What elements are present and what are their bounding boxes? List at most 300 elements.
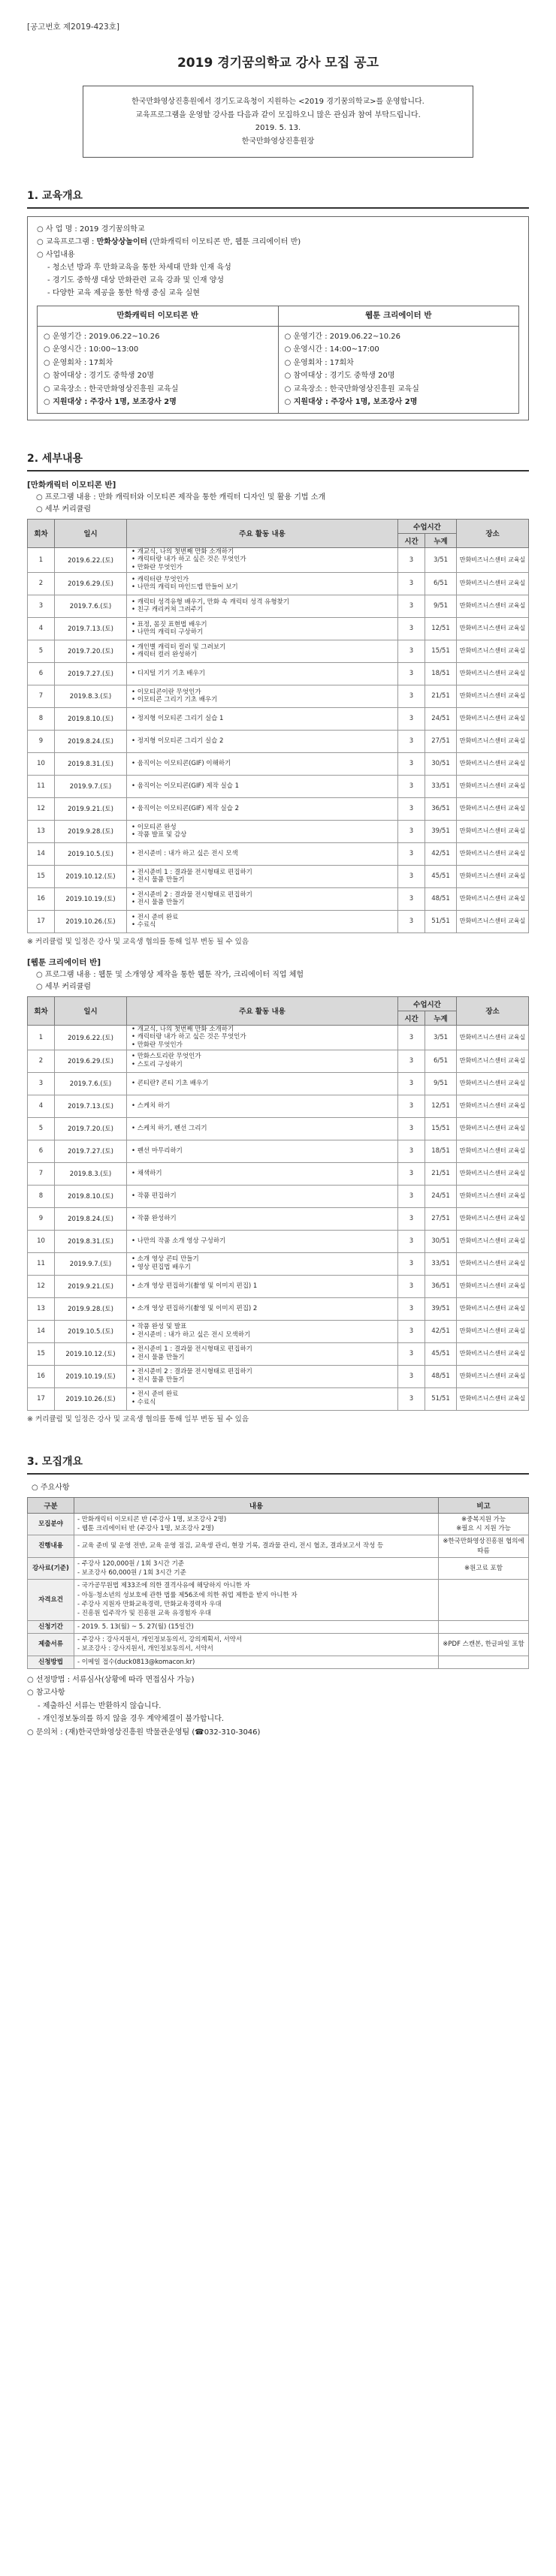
class-info-column: [278, 306, 519, 413]
content-item: - 다양한 교육 제공을 통한 학생 중심 교육 실현: [47, 289, 200, 297]
recruit-content-line: - 주강사 : 강사지원서, 개인정보동의서, 강의계획서, 서약서: [77, 1636, 243, 1644]
table-row: [28, 730, 529, 752]
session-number: 9: [28, 730, 55, 752]
session-date: 2019.8.10.(토): [55, 1185, 127, 1207]
table-row: [28, 685, 529, 707]
recruit-content-line: - 주강사 지원자 만화교육경력, 만화교육경력자 우대: [77, 1601, 222, 1609]
session-number: 7: [28, 685, 55, 707]
session-number: 13: [28, 820, 55, 842]
session-hours: 3: [398, 865, 425, 887]
session-hours: 3: [398, 1072, 425, 1095]
session-number: 14: [28, 842, 55, 865]
session-place: 만화비즈니스센터 교육실: [457, 547, 529, 572]
session-date: 2019.6.22.(토): [55, 547, 127, 572]
activity-line: • 친구 캐리커쳐 그려주기: [131, 606, 204, 614]
col-header: 수업시간: [398, 519, 457, 533]
session-number: 1: [28, 1025, 55, 1050]
activity-line: • 캐릭터랑 내가 하고 싶은 것은 무엇인가: [131, 556, 246, 564]
session-hours: 3: [398, 617, 425, 640]
session-number: 12: [28, 1275, 55, 1297]
table-row: [28, 572, 529, 595]
activity-line: • 소개 영상 콘티 만들기: [131, 1255, 199, 1264]
activity-line: • 전시준비 2 : 결과물 전시형태로 편집하기: [131, 1368, 252, 1376]
session-place: 만화비즈니스센터 교육실: [457, 730, 529, 752]
recruit-content: [74, 1656, 439, 1668]
program-name: 만화상상놀이터: [96, 238, 148, 246]
session-place: 만화비즈니스센터 교육실: [457, 1230, 529, 1252]
class-name: 만화캐릭터 이모티콘 반: [38, 306, 278, 327]
table-row: [28, 1207, 529, 1230]
session-activity: [127, 617, 398, 640]
session-date: 2019.8.24.(토): [55, 1207, 127, 1230]
col-header: 시간: [398, 1011, 425, 1025]
intro-org: 한국만화영상진흥원장: [241, 137, 315, 146]
recruit-content: [74, 1620, 439, 1633]
table-row: [28, 752, 529, 775]
table-row: [28, 547, 529, 572]
session-date: 2019.10.26.(토): [55, 910, 127, 932]
table-row: [28, 1162, 529, 1185]
program-rest: (만화캐릭터 이모티콘 반, 웹툰 크리에이터 반): [147, 238, 301, 246]
activity-line: • 스케치 하기: [131, 1101, 171, 1110]
session-number: 16: [28, 887, 55, 910]
activity-line: • 작품 완성하기: [131, 1214, 177, 1222]
col-header: 회차: [28, 996, 55, 1025]
session-total: 51/51: [425, 1387, 457, 1410]
session-hours: 3: [398, 640, 425, 662]
session-total: 9/51: [425, 1072, 457, 1095]
section-heading: 2. 세부내용: [27, 452, 83, 465]
class-info-line: ○ 교육장소 : 한국만화영상진흥원 교육실: [44, 384, 179, 393]
activity-line: • 움직이는 이모티콘(GIF) 제작 실습 2: [131, 804, 240, 812]
class-info-line: ○ 교육장소 : 한국만화영상진흥원 교육실: [284, 384, 419, 393]
table-row: [28, 662, 529, 685]
activity-line: • 이모티콘 완성: [131, 823, 177, 831]
session-hours: 3: [398, 910, 425, 932]
section-divider: [27, 470, 529, 472]
recruit-content-line: - 교육 준비 및 운영 전반, 교육 운영 점검, 교육생 관리, 현장 기록, 결과물 관리, 전시 협조, 결과보고서 작성 등: [77, 1542, 384, 1550]
class-support-line: ○ 지원대상 : 주강사 1명, 보조강사 2명: [284, 398, 418, 407]
session-place: 만화비즈니스센터 교육실: [457, 1162, 529, 1185]
class-block-desc: ○ 프로그램 내용 : 만화 캐릭터와 이모티콘 제작을 통한 캐릭터 디자인 및 활용 기법 소개: [36, 493, 326, 502]
class-name: 웹툰 크리에이터 반: [279, 306, 519, 327]
session-activity: [127, 1072, 398, 1095]
session-hours: 3: [398, 547, 425, 572]
activity-line: • 나만의 캐릭터 마인드맵 만들어 보기: [131, 583, 238, 592]
session-place: 만화비즈니스센터 교육실: [457, 1095, 529, 1117]
activity-line: • 펜선 마무리하기: [131, 1146, 183, 1155]
recruit-body: [28, 1513, 529, 1668]
session-activity: [127, 887, 398, 910]
session-date: 2019.10.5.(토): [55, 842, 127, 865]
session-date: 2019.10.12.(토): [55, 1342, 127, 1365]
session-hours: 3: [398, 1050, 425, 1072]
table-row: [28, 1620, 529, 1633]
activity-line: • 이모티콘이란 무엇인가: [131, 688, 201, 696]
session-activity: [127, 1117, 398, 1140]
col-header: 일시: [55, 996, 127, 1025]
activity-line: • 이모티콘 그리기 기초 배우기: [131, 696, 218, 704]
session-total: 30/51: [425, 752, 457, 775]
activity-line: • 움직이는 이모티콘(GIF) 제작 실습 1: [131, 782, 240, 790]
activity-line: • 만화란 무엇인가: [131, 1041, 183, 1049]
session-activity: [127, 1320, 398, 1342]
table-row: [28, 820, 529, 842]
intro-line: 한국만화영상진흥원에서 경기도교육청이 지원하는 <2019 경기꿈의학교>를 운영합니다.: [131, 98, 425, 106]
session-number: 4: [28, 1095, 55, 1117]
activity-line: • 소개 영상 편집하기(촬영 및 이미지 편집) 2: [131, 1304, 258, 1312]
class-block-title: [만화캐릭터 이모티콘 반]: [27, 480, 116, 490]
session-activity: [127, 1297, 398, 1320]
session-number: 15: [28, 1342, 55, 1365]
table-row: [28, 797, 529, 820]
table-row: [28, 910, 529, 932]
activity-line: • 캐릭터랑 내가 하고 싶은 것은 무엇인가: [131, 1033, 246, 1041]
recruit-content-line: - 진흥원 입주작가 및 진흥원 교육 유경험자 우대: [77, 1610, 211, 1618]
activity-line: • 캐릭터 성격유형 배우기, 만화 속 캐릭터 성격 유형찾기: [131, 598, 289, 606]
session-place: 만화비즈니스센터 교육실: [457, 1140, 529, 1162]
session-date: 2019.7.27.(토): [55, 1140, 127, 1162]
session-place: 만화비즈니스센터 교육실: [457, 842, 529, 865]
session-hours: 3: [398, 1230, 425, 1252]
table-row: [28, 1185, 529, 1207]
session-date: 2019.9.28.(토): [55, 1297, 127, 1320]
schedule-table: [27, 996, 529, 1411]
class-info-line: ○ 운영기간 : 2019.06.22~10.26: [284, 332, 401, 341]
session-date: 2019.10.19.(토): [55, 1365, 127, 1387]
session-total: 12/51: [425, 617, 457, 640]
session-number: 10: [28, 752, 55, 775]
announcement-number: [공고번호 제2019-423호]: [27, 23, 119, 32]
session-date: 2019.9.21.(토): [55, 1275, 127, 1297]
session-date: 2019.6.29.(토): [55, 1050, 127, 1072]
session-activity: [127, 547, 398, 572]
recruit-category: 제출서류: [28, 1634, 74, 1656]
session-total: 27/51: [425, 1207, 457, 1230]
activity-line: • 캐릭터란 무엇인가: [131, 575, 189, 583]
activity-line: • 소개 영상 편집하기(촬영 및 이미지 편집) 1: [131, 1282, 258, 1290]
table-row: [28, 1656, 529, 1668]
col-header: 비고: [439, 1497, 529, 1513]
session-activity: [127, 1025, 398, 1050]
session-date: 2019.10.26.(토): [55, 1387, 127, 1410]
session-place: 만화비즈니스센터 교육실: [457, 1117, 529, 1140]
session-activity: [127, 1185, 398, 1207]
session-total: 18/51: [425, 1140, 457, 1162]
intro-date: 2019. 5. 13.: [255, 124, 301, 132]
class-info-line: ○ 운영기간 : 2019.06.22~10.26: [44, 332, 160, 341]
activity-line: • 전시준비 1 : 결과물 전시형태로 편집하기: [131, 868, 252, 876]
session-activity: [127, 910, 398, 932]
recruit-category: 모집분야: [28, 1513, 74, 1535]
session-place: 만화비즈니스센터 교육실: [457, 1387, 529, 1410]
col-header: 일시: [55, 519, 127, 547]
session-place: 만화비즈니스센터 교육실: [457, 910, 529, 932]
table-row: [28, 842, 529, 865]
table-row: [28, 1580, 529, 1620]
session-activity: [127, 572, 398, 595]
session-number: 15: [28, 865, 55, 887]
session-activity: [127, 1140, 398, 1162]
activity-line: • 전시준비 : 내가 하고 싶은 전시 모색하기: [131, 1331, 251, 1339]
recruit-content: [74, 1557, 439, 1580]
activity-line: • 스케치 하기, 펜선 그리기: [131, 1124, 207, 1132]
table-row: [28, 1513, 529, 1535]
activity-line: • 전시준비 1 : 결과물 전시형태로 편집하기: [131, 1345, 252, 1354]
recruit-content: [74, 1513, 439, 1535]
activity-line: • 작품 완성 및 발표: [131, 1323, 187, 1331]
activity-line: • 개교식, 나의 첫번째 만화 소개하기: [131, 547, 234, 556]
activity-line: • 만화란 무엇인가: [131, 564, 183, 572]
recruit-remark: [439, 1656, 529, 1668]
recruit-content-line: - 만화캐릭터 이모티콘 반 (주강사 1명, 보조강사 2명): [77, 1515, 227, 1523]
contact-line: ○ 문의처 : (재)한국만화영상진흥원 박물관운영팀 (☎032-310-3046): [27, 1728, 261, 1737]
session-activity: [127, 1342, 398, 1365]
session-place: 만화비즈니스센터 교육실: [457, 1275, 529, 1297]
session-total: 3/51: [425, 1025, 457, 1050]
recruit-category: 신청방법: [28, 1656, 74, 1668]
table-row: [28, 1557, 529, 1580]
session-date: 2019.7.6.(토): [55, 595, 127, 617]
session-date: 2019.9.28.(토): [55, 820, 127, 842]
col-header: 누계: [425, 1011, 457, 1025]
class-info-body: [279, 327, 519, 413]
recruit-content-line: - 웹툰 크리에이터 반 (주강사 1명, 보조강사 2명): [77, 1524, 214, 1532]
section-divider: [27, 1473, 529, 1475]
recruit-category: 신청기간: [28, 1620, 74, 1633]
session-activity: [127, 865, 398, 887]
content-title: ○ 사업내용: [37, 251, 75, 259]
activity-line: • 전시 물품 만들기: [131, 876, 185, 884]
session-place: 만화비즈니스센터 교육실: [457, 662, 529, 685]
session-hours: 3: [398, 797, 425, 820]
recruit-remark: [439, 1620, 529, 1633]
table-row: [28, 1535, 529, 1558]
session-total: 42/51: [425, 1320, 457, 1342]
session-hours: 3: [398, 1252, 425, 1275]
activity-line: • 채색하기: [131, 1169, 162, 1177]
session-activity: [127, 842, 398, 865]
session-total: 51/51: [425, 910, 457, 932]
session-total: 39/51: [425, 1297, 457, 1320]
class-info-line: ○ 운영시간 : 10:00~13:00: [44, 345, 139, 354]
table-row: [28, 1050, 529, 1072]
session-place: 만화비즈니스센터 교육실: [457, 1342, 529, 1365]
program-prefix: ○ 교육프로그램 :: [37, 238, 97, 246]
col-header: 누계: [425, 533, 457, 547]
session-number: 8: [28, 707, 55, 730]
class-info-body: [38, 327, 278, 413]
session-total: 36/51: [425, 1275, 457, 1297]
activity-line: • 전시 물품 만들기: [131, 1376, 185, 1384]
session-place: 만화비즈니스센터 교육실: [457, 887, 529, 910]
session-total: 18/51: [425, 662, 457, 685]
recruit-content-line: - 주강사 120,000원 / 1회 3시간 기준: [77, 1559, 185, 1568]
col-header: 구분: [28, 1497, 74, 1513]
session-date: 2019.10.19.(토): [55, 887, 127, 910]
session-hours: 3: [398, 707, 425, 730]
session-date: 2019.9.7.(토): [55, 1252, 127, 1275]
session-hours: 3: [398, 1162, 425, 1185]
session-total: 45/51: [425, 865, 457, 887]
session-total: 27/51: [425, 730, 457, 752]
class-info-line: ○ 참여대상 : 경기도 중학생 20명: [44, 372, 154, 381]
session-activity: [127, 1050, 398, 1072]
recruit-tail: [27, 1674, 529, 1740]
recruit-content: [74, 1634, 439, 1656]
session-activity: [127, 685, 398, 707]
session-total: 24/51: [425, 1185, 457, 1207]
session-total: 9/51: [425, 595, 457, 617]
activity-line: • 나만의 작품 소개 영상 구성하기: [131, 1237, 226, 1245]
session-total: 42/51: [425, 842, 457, 865]
activity-line: • 나만의 캐릭터 구상하기: [131, 628, 204, 637]
section-divider: [27, 207, 529, 209]
session-activity: [127, 1162, 398, 1185]
session-number: 8: [28, 1185, 55, 1207]
activity-line: • 움직이는 이모티콘(GIF) 이해하기: [131, 759, 231, 767]
class-block-desc: ○ 프로그램 내용 : 웹툰 및 소개영상 제작을 통한 웹툰 작가, 크리에이터 직업 체험: [36, 970, 304, 979]
session-hours: 3: [398, 1140, 425, 1162]
session-place: 만화비즈니스센터 교육실: [457, 1320, 529, 1342]
note-item: - 개인정보동의를 하지 않을 경우 계약체결이 불가합니다.: [38, 1715, 225, 1724]
schedule-body: [28, 1025, 529, 1410]
class-info-line: ○ 운영시간 : 14:00~17:00: [284, 345, 379, 354]
session-total: 6/51: [425, 572, 457, 595]
session-hours: 3: [398, 1025, 425, 1050]
session-number: 3: [28, 595, 55, 617]
activity-line: • 표정, 몸짓 표현법 배우기: [131, 620, 207, 628]
class-block-sub: ○ 세부 커리큘럼: [36, 982, 92, 991]
table-row: [28, 1387, 529, 1410]
session-hours: 3: [398, 662, 425, 685]
session-total: 33/51: [425, 775, 457, 797]
session-total: 48/51: [425, 887, 457, 910]
col-header: 주요 활동 내용: [127, 996, 398, 1025]
activity-line: • 작품 편집하기: [131, 1192, 177, 1200]
content-item: - 경기도 중학생 대상 만화관련 교육 강좌 및 인재 양성: [47, 276, 225, 285]
session-activity: [127, 1252, 398, 1275]
session-activity: [127, 707, 398, 730]
session-date: 2019.7.6.(토): [55, 1072, 127, 1095]
session-date: 2019.8.10.(토): [55, 707, 127, 730]
overview-box: [27, 216, 529, 420]
session-place: 만화비즈니스센터 교육실: [457, 640, 529, 662]
session-date: 2019.7.13.(토): [55, 1095, 127, 1117]
session-hours: 3: [398, 685, 425, 707]
session-total: 24/51: [425, 707, 457, 730]
session-place: 만화비즈니스센터 교육실: [457, 1025, 529, 1050]
session-number: 2: [28, 572, 55, 595]
program-line: [37, 236, 519, 249]
activity-line: • 전시준비 : 내가 하고 싶은 전시 모색: [131, 849, 238, 857]
session-hours: 3: [398, 1365, 425, 1387]
session-hours: 3: [398, 1387, 425, 1410]
class-info-column: [38, 306, 278, 413]
session-place: 만화비즈니스센터 교육실: [457, 617, 529, 640]
session-date: 2019.8.31.(토): [55, 1230, 127, 1252]
session-activity: [127, 1275, 398, 1297]
activity-line: • 개교식, 나의 첫번째 만화 소개하기: [131, 1025, 234, 1033]
session-activity: [127, 1095, 398, 1117]
session-date: 2019.7.20.(토): [55, 640, 127, 662]
session-place: 만화비즈니스센터 교육실: [457, 1185, 529, 1207]
table-row: [28, 775, 529, 797]
recruit-category: 진행내용: [28, 1535, 74, 1558]
session-hours: 3: [398, 1275, 425, 1297]
activity-line: • 전시 준비 완료: [131, 913, 179, 921]
session-number: 7: [28, 1162, 55, 1185]
content-item: - 청소년 방과 후 만화교육을 통한 차세대 만화 인재 육성: [47, 264, 231, 272]
recruit-content-line: - 보조강사 60,000원 / 1회 3시간 기준: [77, 1569, 186, 1577]
session-number: 5: [28, 1117, 55, 1140]
session-total: 15/51: [425, 1117, 457, 1140]
intro-box: [83, 86, 473, 158]
session-number: 10: [28, 1230, 55, 1252]
session-activity: [127, 730, 398, 752]
session-place: 만화비즈니스센터 교육실: [457, 752, 529, 775]
class-info-line: ○ 참여대상 : 경기도 중학생 20명: [284, 372, 395, 381]
session-place: 만화비즈니스센터 교육실: [457, 1072, 529, 1095]
session-place: 만화비즈니스센터 교육실: [457, 1207, 529, 1230]
session-date: 2019.8.31.(토): [55, 752, 127, 775]
session-date: 2019.8.3.(토): [55, 1162, 127, 1185]
session-hours: 3: [398, 595, 425, 617]
schedule-note: ※ 커리큘럼 및 일정은 강사 및 교육생 협의를 통해 일부 변동 될 수 있음: [27, 937, 249, 946]
recruit-category: 강사료(기준): [28, 1557, 74, 1580]
session-total: 3/51: [425, 547, 457, 572]
session-date: 2019.10.5.(토): [55, 1320, 127, 1342]
session-hours: 3: [398, 1207, 425, 1230]
session-activity: [127, 1365, 398, 1387]
recruit-remark: [439, 1580, 529, 1620]
session-activity: [127, 1387, 398, 1410]
session-date: 2019.8.24.(토): [55, 730, 127, 752]
session-hours: 3: [398, 1297, 425, 1320]
session-activity: [127, 1230, 398, 1252]
session-number: 11: [28, 1252, 55, 1275]
activity-line: • 만화스토리란 무엇인가: [131, 1053, 201, 1061]
session-hours: 3: [398, 1095, 425, 1117]
table-row: [28, 1252, 529, 1275]
session-total: 21/51: [425, 685, 457, 707]
activity-line: • 정지형 이모티콘 그리기 실습 1: [131, 714, 224, 722]
session-activity: [127, 662, 398, 685]
session-place: 만화비즈니스센터 교육실: [457, 1297, 529, 1320]
session-place: 만화비즈니스센터 교육실: [457, 685, 529, 707]
activity-line: • 디지털 기기 기초 배우기: [131, 669, 205, 677]
class-block-sub: ○ 세부 커리큘럼: [36, 505, 92, 514]
session-total: 48/51: [425, 1365, 457, 1387]
recruit-content: [74, 1580, 439, 1620]
session-total: 30/51: [425, 1230, 457, 1252]
activity-line: • 스토리 구성하기: [131, 1061, 183, 1069]
activity-line: • 정지형 이모티콘 그리기 실습 2: [131, 737, 224, 745]
session-place: 만화비즈니스센터 교육실: [457, 820, 529, 842]
section-heading: 1. 교육개요: [27, 190, 83, 202]
table-row: [28, 887, 529, 910]
recruit-remark: ※중복지원 가능 ※필요 시 지원 가능: [439, 1513, 529, 1535]
session-number: 17: [28, 910, 55, 932]
session-number: 5: [28, 640, 55, 662]
activity-line: • 수료식: [131, 921, 156, 929]
activity-line: • 콘티란? 콘티 기초 배우기: [131, 1079, 209, 1087]
session-hours: 3: [398, 775, 425, 797]
session-date: 2019.8.3.(토): [55, 685, 127, 707]
col-header: 내용: [74, 1497, 439, 1513]
session-place: 만화비즈니스센터 교육실: [457, 572, 529, 595]
session-total: 33/51: [425, 1252, 457, 1275]
